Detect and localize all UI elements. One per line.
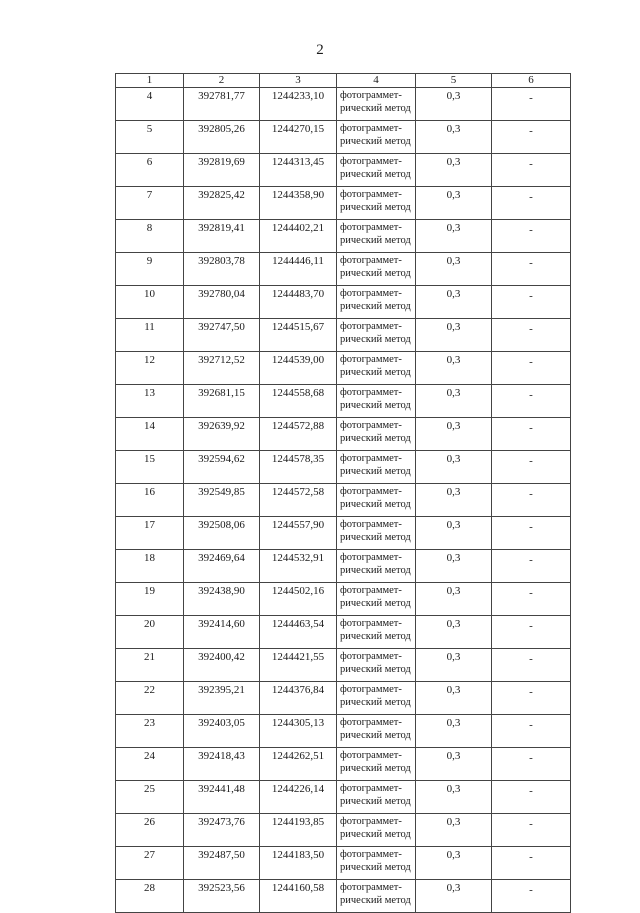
- note-cell: -: [492, 154, 571, 187]
- x-coordinate-cell: 392639,92: [184, 418, 260, 451]
- accuracy-cell: 0,3: [416, 88, 492, 121]
- point-number-cell: 8: [116, 220, 184, 253]
- table-row: [116, 154, 571, 187]
- method-cell: фотограммет- рический метод: [337, 88, 416, 121]
- table-row: [116, 748, 571, 781]
- x-coordinate-cell: 392819,41: [184, 220, 260, 253]
- header-cell: 3: [260, 74, 337, 88]
- x-coordinate-cell: 392805,26: [184, 121, 260, 154]
- y-coordinate-cell: 1244160,58: [260, 880, 337, 913]
- method-cell: фотограммет- рический метод: [337, 814, 416, 847]
- y-coordinate-cell: 1244532,91: [260, 550, 337, 583]
- table-row: [116, 517, 571, 550]
- note-cell: -: [492, 352, 571, 385]
- point-number-cell: 10: [116, 286, 184, 319]
- point-number-cell: 17: [116, 517, 184, 550]
- x-coordinate-cell: 392395,21: [184, 682, 260, 715]
- x-coordinate-cell: 392473,76: [184, 814, 260, 847]
- method-cell: фотограммет- рический метод: [337, 484, 416, 517]
- note-cell: -: [492, 319, 571, 352]
- note-cell: -: [492, 880, 571, 913]
- accuracy-cell: 0,3: [416, 187, 492, 220]
- accuracy-cell: 0,3: [416, 880, 492, 913]
- x-coordinate-cell: 392441,48: [184, 781, 260, 814]
- method-cell: фотограммет- рический метод: [337, 121, 416, 154]
- y-coordinate-cell: 1244578,35: [260, 451, 337, 484]
- table-row: [116, 121, 571, 154]
- accuracy-cell: 0,3: [416, 154, 492, 187]
- note-cell: -: [492, 121, 571, 154]
- note-cell: -: [492, 715, 571, 748]
- accuracy-cell: 0,3: [416, 253, 492, 286]
- table-row: [116, 682, 571, 715]
- accuracy-cell: 0,3: [416, 121, 492, 154]
- point-number-cell: 24: [116, 748, 184, 781]
- accuracy-cell: 0,3: [416, 352, 492, 385]
- page-number: 2: [316, 42, 324, 58]
- method-cell: фотограммет- рический метод: [337, 187, 416, 220]
- y-coordinate-cell: 1244183,50: [260, 847, 337, 880]
- accuracy-cell: 0,3: [416, 286, 492, 319]
- note-cell: -: [492, 484, 571, 517]
- x-coordinate-cell: 392747,50: [184, 319, 260, 352]
- method-cell: фотограммет- рический метод: [337, 319, 416, 352]
- x-coordinate-cell: 392438,90: [184, 583, 260, 616]
- table-row: [116, 814, 571, 847]
- method-cell: фотограммет- рический метод: [337, 220, 416, 253]
- x-coordinate-cell: 392418,43: [184, 748, 260, 781]
- point-number-cell: 18: [116, 550, 184, 583]
- x-coordinate-cell: 392400,42: [184, 649, 260, 682]
- accuracy-cell: 0,3: [416, 616, 492, 649]
- note-cell: -: [492, 682, 571, 715]
- point-number-cell: 28: [116, 880, 184, 913]
- x-coordinate-cell: 392414,60: [184, 616, 260, 649]
- method-cell: фотограммет- рический метод: [337, 781, 416, 814]
- y-coordinate-cell: 1244463,54: [260, 616, 337, 649]
- note-cell: -: [492, 748, 571, 781]
- accuracy-cell: 0,3: [416, 451, 492, 484]
- accuracy-cell: 0,3: [416, 319, 492, 352]
- note-cell: -: [492, 286, 571, 319]
- method-cell: фотограммет- рический метод: [337, 385, 416, 418]
- point-number-cell: 23: [116, 715, 184, 748]
- y-coordinate-cell: 1244515,67: [260, 319, 337, 352]
- point-number-cell: 4: [116, 88, 184, 121]
- table-body: [116, 88, 571, 913]
- note-cell: -: [492, 88, 571, 121]
- table-row: [116, 385, 571, 418]
- note-cell: -: [492, 649, 571, 682]
- y-coordinate-cell: 1244421,55: [260, 649, 337, 682]
- table-row: [116, 418, 571, 451]
- y-coordinate-cell: 1244483,70: [260, 286, 337, 319]
- table-row: [116, 187, 571, 220]
- note-cell: -: [492, 517, 571, 550]
- point-number-cell: 9: [116, 253, 184, 286]
- x-coordinate-cell: 392594,62: [184, 451, 260, 484]
- y-coordinate-cell: 1244376,84: [260, 682, 337, 715]
- table-row: [116, 220, 571, 253]
- y-coordinate-cell: 1244502,16: [260, 583, 337, 616]
- point-number-cell: 14: [116, 418, 184, 451]
- point-number-cell: 7: [116, 187, 184, 220]
- table-row: [116, 88, 571, 121]
- note-cell: -: [492, 385, 571, 418]
- point-number-cell: 16: [116, 484, 184, 517]
- x-coordinate-cell: 392469,64: [184, 550, 260, 583]
- header-cell: 6: [492, 74, 571, 88]
- accuracy-cell: 0,3: [416, 748, 492, 781]
- method-cell: фотограммет- рический метод: [337, 418, 416, 451]
- table-row: [116, 451, 571, 484]
- accuracy-cell: 0,3: [416, 715, 492, 748]
- note-cell: -: [492, 847, 571, 880]
- method-cell: фотограммет- рический метод: [337, 517, 416, 550]
- table-row: [116, 847, 571, 880]
- y-coordinate-cell: 1244262,51: [260, 748, 337, 781]
- y-coordinate-cell: 1244313,45: [260, 154, 337, 187]
- coordinates-table: [115, 73, 571, 913]
- method-cell: фотограммет- рический метод: [337, 253, 416, 286]
- table-row: [116, 583, 571, 616]
- method-cell: фотограммет- рический метод: [337, 583, 416, 616]
- method-cell: фотограммет- рический метод: [337, 847, 416, 880]
- accuracy-cell: 0,3: [416, 550, 492, 583]
- y-coordinate-cell: 1244233,10: [260, 88, 337, 121]
- accuracy-cell: 0,3: [416, 781, 492, 814]
- method-cell: фотограммет- рический метод: [337, 649, 416, 682]
- method-cell: фотограммет- рический метод: [337, 682, 416, 715]
- y-coordinate-cell: 1244539,00: [260, 352, 337, 385]
- accuracy-cell: 0,3: [416, 649, 492, 682]
- point-number-cell: 13: [116, 385, 184, 418]
- x-coordinate-cell: 392780,04: [184, 286, 260, 319]
- table-row: [116, 352, 571, 385]
- header-cell: 1: [116, 74, 184, 88]
- header-cell: 4: [337, 74, 416, 88]
- table-row: [116, 550, 571, 583]
- accuracy-cell: 0,3: [416, 220, 492, 253]
- table-row: [116, 319, 571, 352]
- note-cell: -: [492, 220, 571, 253]
- y-coordinate-cell: 1244193,85: [260, 814, 337, 847]
- y-coordinate-cell: 1244558,68: [260, 385, 337, 418]
- table-row: [116, 880, 571, 913]
- table-row: [116, 715, 571, 748]
- method-cell: фотограммет- рический метод: [337, 748, 416, 781]
- note-cell: -: [492, 253, 571, 286]
- x-coordinate-cell: 392803,78: [184, 253, 260, 286]
- note-cell: -: [492, 418, 571, 451]
- point-number-cell: 25: [116, 781, 184, 814]
- accuracy-cell: 0,3: [416, 583, 492, 616]
- y-coordinate-cell: 1244226,14: [260, 781, 337, 814]
- method-cell: фотограммет- рический метод: [337, 154, 416, 187]
- y-coordinate-cell: 1244270,15: [260, 121, 337, 154]
- method-cell: фотограммет- рический метод: [337, 550, 416, 583]
- accuracy-cell: 0,3: [416, 385, 492, 418]
- note-cell: -: [492, 187, 571, 220]
- accuracy-cell: 0,3: [416, 418, 492, 451]
- accuracy-cell: 0,3: [416, 847, 492, 880]
- header-cell: 5: [416, 74, 492, 88]
- point-number-cell: 21: [116, 649, 184, 682]
- table-row: [116, 253, 571, 286]
- table-row: [116, 286, 571, 319]
- note-cell: -: [492, 451, 571, 484]
- header-row: [116, 74, 571, 88]
- y-coordinate-cell: 1244557,90: [260, 517, 337, 550]
- point-number-cell: 11: [116, 319, 184, 352]
- point-number-cell: 20: [116, 616, 184, 649]
- table-row: [116, 781, 571, 814]
- accuracy-cell: 0,3: [416, 484, 492, 517]
- y-coordinate-cell: 1244305,13: [260, 715, 337, 748]
- header-cell: 2: [184, 74, 260, 88]
- accuracy-cell: 0,3: [416, 517, 492, 550]
- x-coordinate-cell: 392403,05: [184, 715, 260, 748]
- note-cell: -: [492, 814, 571, 847]
- table-row: [116, 649, 571, 682]
- table-row: [116, 484, 571, 517]
- note-cell: -: [492, 583, 571, 616]
- x-coordinate-cell: 392487,50: [184, 847, 260, 880]
- point-number-cell: 6: [116, 154, 184, 187]
- note-cell: -: [492, 550, 571, 583]
- y-coordinate-cell: 1244358,90: [260, 187, 337, 220]
- accuracy-cell: 0,3: [416, 814, 492, 847]
- method-cell: фотограммет- рический метод: [337, 715, 416, 748]
- x-coordinate-cell: 392825,42: [184, 187, 260, 220]
- method-cell: фотограммет- рический метод: [337, 352, 416, 385]
- y-coordinate-cell: 1244572,58: [260, 484, 337, 517]
- method-cell: фотограммет- рический метод: [337, 880, 416, 913]
- point-number-cell: 22: [116, 682, 184, 715]
- point-number-cell: 5: [116, 121, 184, 154]
- point-number-cell: 26: [116, 814, 184, 847]
- point-number-cell: 12: [116, 352, 184, 385]
- y-coordinate-cell: 1244446,11: [260, 253, 337, 286]
- x-coordinate-cell: 392549,85: [184, 484, 260, 517]
- point-number-cell: 19: [116, 583, 184, 616]
- y-coordinate-cell: 1244402,21: [260, 220, 337, 253]
- note-cell: -: [492, 616, 571, 649]
- x-coordinate-cell: 392681,15: [184, 385, 260, 418]
- x-coordinate-cell: 392819,69: [184, 154, 260, 187]
- y-coordinate-cell: 1244572,88: [260, 418, 337, 451]
- point-number-cell: 15: [116, 451, 184, 484]
- x-coordinate-cell: 392523,56: [184, 880, 260, 913]
- x-coordinate-cell: 392712,52: [184, 352, 260, 385]
- point-number-cell: 27: [116, 847, 184, 880]
- note-cell: -: [492, 781, 571, 814]
- accuracy-cell: 0,3: [416, 682, 492, 715]
- x-coordinate-cell: 392781,77: [184, 88, 260, 121]
- method-cell: фотограммет- рический метод: [337, 286, 416, 319]
- table-row: [116, 616, 571, 649]
- method-cell: фотограммет- рический метод: [337, 451, 416, 484]
- method-cell: фотограммет- рический метод: [337, 616, 416, 649]
- x-coordinate-cell: 392508,06: [184, 517, 260, 550]
